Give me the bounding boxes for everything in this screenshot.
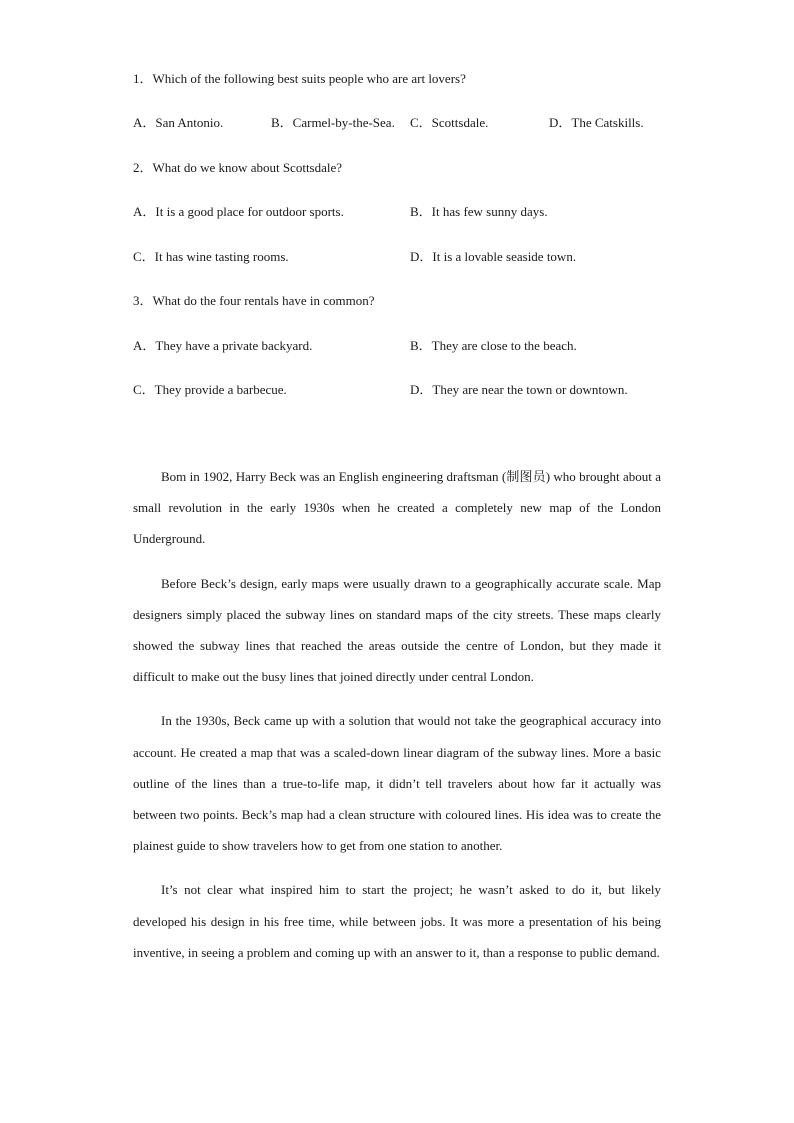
passage-paragraph-2: Before Beck’s design, early maps were usually drawn to a geographically accurate scale. Map designers simply placed the subway lines on standard maps of the city streets. These maps clearly showed the subway lines that reached the areas outside the centre of London, but they made it difficult to make out the busy lines that joined directly under central London. xyxy=(133,575,661,685)
question-1-option-c: C．Scottsdale. xyxy=(410,115,489,130)
question-2-option-b: B．It has few sunny days. xyxy=(410,204,548,219)
question-3-option-c: C．They provide a barbecue. xyxy=(133,382,287,397)
question-2-option-d: D．It is a lovable seaside town. xyxy=(410,249,577,264)
reading-passage xyxy=(133,461,661,981)
question-3-option-d: D．They are near the town or downtown. xyxy=(410,382,628,397)
question-2-option-c: C．It has wine tasting rooms. xyxy=(133,249,289,264)
question-3-option-b: B．They are close to the beach. xyxy=(410,338,577,353)
question-2-option-a: A．It is a good place for outdoor sports. xyxy=(133,204,344,219)
question-3-option-a: A．They have a private backyard. xyxy=(133,338,313,353)
passage-paragraph-1: Bom in 1902, Harry Beck was an English engineering draftsman (制图员) who brought about a small revolution in the early 1930s when he created a completely new map of the London Underground. xyxy=(133,469,661,547)
question-1-option-b: B．Carmel-by-the-Sea. xyxy=(271,115,395,130)
question-3-stem: 3．What do the four rentals have in common? xyxy=(133,293,375,308)
question-1-stem: 1．Which of the following best suits people who are art lovers? xyxy=(133,71,466,86)
question-1-option-d: D．The Catskills. xyxy=(549,115,644,130)
passage-paragraph-3: In the 1930s, Beck came up with a solution that would not take the geographical accuracy into account. He created a map that was a scaled-down linear diagram of the subway lines. More a basic outline of the lines than a true-to-life map, it didn’t tell travelers about how far it actually was between two points. Beck’s map had a clean structure with coloured lines. His idea was to create the plainest guide to show travelers how to get from one station to another. xyxy=(133,713,661,854)
passage-paragraph-4: It’s not clear what inspired him to start the project; he wasn’t asked to do it, but likely developed his design in his free time, while between jobs. It was more a presentation of his being inventive, in seeing a problem and coming up with an answer to it, than a response to public demand. xyxy=(133,882,661,960)
question-1-option-a: A．San Antonio. xyxy=(133,115,224,130)
question-2-stem: 2．What do we know about Scottsdale? xyxy=(133,160,343,175)
